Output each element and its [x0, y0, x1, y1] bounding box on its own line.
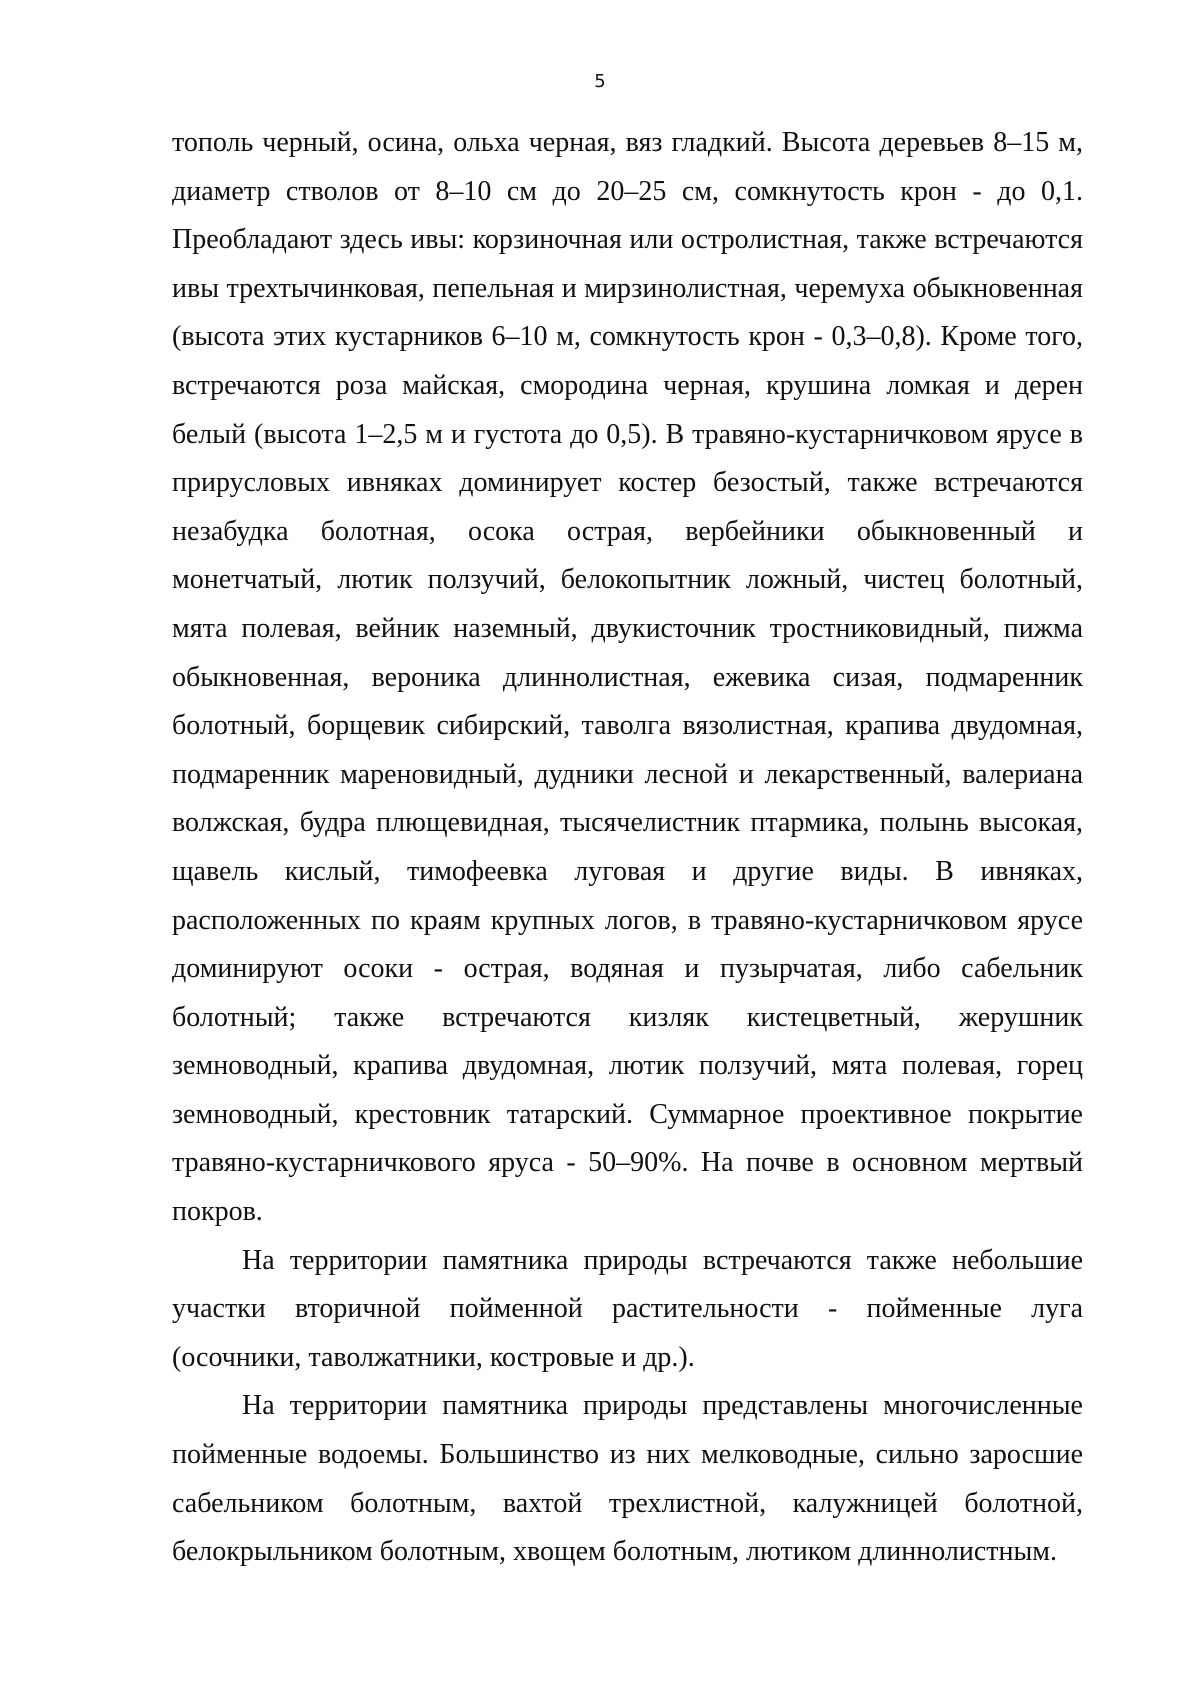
page-number: 5: [594, 71, 606, 92]
paragraph-2: На территории памятника природы встречаются также небольшие участки вторичной пойменной растительности - пойменные луга (осочники, таволжатники, костровые и др.).: [172, 1244, 1083, 1373]
paragraph-1: тополь черный, осина, ольха черная, вяз гладкий. Высота деревьев 8–15 м, диаметр стволов от 8–10 см до 20–25 см, сомкнутость крон - до 0,1. Преобладают здесь ивы: корзиночная или остролистная, также встречаются ивы трехтычинковая, пепельная и мирзинолистная, черемуха обыкновенная (высота этих кустарников 6–10 м, сомкнутость крон - 0,3–0,8). Кроме того, встречаются роза майская, смородина черная, крушина ломкая и дерен белый (высота 1–2,5 м и густота до 0,5). В травяно-кустарничковом ярусе в прирусловых ивняках доминирует костер безостый, также встречаются незабудка болотная, осока острая, вербейники обыкновенный и монетчатый, лютик ползучий, белокопытник ложный, чистец болотный, мята полевая, вейник наземный, двукисточник тростниковидный, пижма обыкновенная, вероника длиннолистная, ежевика сизая, подмаренник болотный, борщевик сибирский, таволга вязолистная, крапива двудомная, подмаренник мареновидный, дудники лесной и лекарственный, валериана волжская, будра плющевидная, тысячелистник птармика, полынь высокая, щавель кислый, тимофеевка луговая и другие виды. В ивняках, расположенных по краям крупных логов, в травяно-кустарничковом ярусе доминируют осоки - острая, водяная и пузырчатая, либо сабельник болотный; также встречаются кизляк кистецветный, жерушник земноводный, крапива двудомная, лютик ползучий, мята полевая, горец земноводный, крестовник татарский. Суммарное проективное покрытие травяно-кустарничкового яруса - 50–90%. На почве в основном мертвый покров.: [172, 127, 1083, 1228]
paragraph-3: На территории памятника природы представлены многочисленные пойменные водоемы. Большинство из них мелководные, сильно заросшие сабельником болотным, вахтой трехлистной, калужницей болотной, белокрыльником болотным, хвощем болотным, лютиком длиннолистным.: [172, 1390, 1083, 1568]
body-text: [172, 119, 1083, 1577]
